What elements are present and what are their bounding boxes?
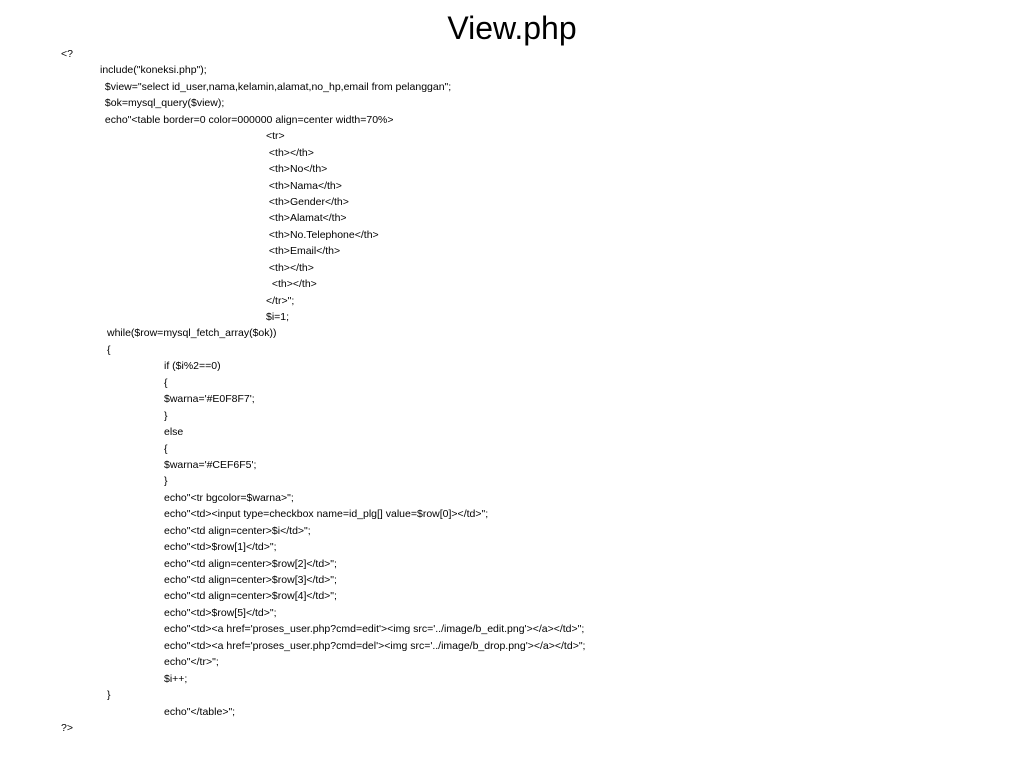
code-line: echo"<tr bgcolor=$warna>"; — [164, 491, 294, 504]
code-line: ?> — [61, 721, 73, 734]
code-line: { — [164, 376, 168, 389]
code-line: <th></th> — [266, 146, 314, 159]
code-line: echo"<td><input type=checkbox name=id_plg[] value=$row[0]></td>"; — [164, 508, 489, 521]
code-line: echo"<td align=center>$row[2]</td>"; — [164, 557, 337, 570]
code-line: $view="select id_user,nama,kelamin,alamat,no_hp,email from pelanggan"; — [102, 80, 452, 93]
code-line: <th>Nama</th> — [266, 179, 342, 192]
code-line: echo"<td align=center>$i</td>"; — [164, 524, 311, 537]
code-line: $i=1; — [266, 311, 290, 323]
code-line: echo"<td align=center>$row[4]</td>"; — [164, 590, 337, 603]
code-line: { — [164, 442, 168, 455]
code-line: <th>Email</th> — [266, 245, 341, 258]
code-line: } — [164, 475, 168, 488]
code-line: echo"<td align=center>$row[3]</td>"; — [164, 574, 337, 586]
code-line: $ok=mysql_query($view); — [102, 97, 225, 110]
code-line: echo"</table>"; — [164, 705, 236, 718]
code-line: echo"</tr>"; — [164, 656, 219, 669]
code-line: <th>No.Telephone</th> — [266, 228, 379, 241]
code-line: <th>Gender</th> — [266, 195, 349, 208]
code-line: <? — [61, 48, 73, 60]
code-line: if ($i%2==0) — [164, 360, 221, 373]
code-line: echo"<table border=0 color=000000 align=center width=70%> — [102, 113, 394, 126]
code-line: } — [164, 409, 168, 422]
code-line: $warna='#CEF6F5'; — [164, 458, 257, 471]
slide-title: View.php — [447, 10, 577, 46]
code-line: } — [107, 689, 111, 702]
code-line: echo"<td><a href='proses_user.php?cmd=del'><img src='../image/b_drop.png'></a></td>"; — [164, 639, 586, 652]
code-line: <th></th> — [266, 261, 314, 274]
code-line: $i++; — [164, 672, 188, 685]
code-listing — [0, 46, 1024, 736]
code-line: <th></th> — [266, 278, 317, 291]
code-line: echo"<td><a href='proses_user.php?cmd=edit'><img src='../image/b_edit.png'></a></td>"; — [164, 623, 585, 636]
code-line: </tr>"; — [266, 294, 295, 307]
code-line: echo"<td>$row[1]</td>"; — [164, 541, 277, 554]
code-line: { — [107, 343, 111, 356]
code-line: echo"<td>$row[5]</td>"; — [164, 606, 277, 619]
code-line: while($row=mysql_fetch_array($ok)) — [107, 327, 277, 340]
code-line: include("koneksi.php"); — [100, 64, 207, 77]
code-line: <tr> — [266, 130, 285, 143]
code-line: else — [164, 426, 184, 439]
code-line: $warna='#E0F8F7'; — [164, 393, 255, 406]
code-line: <th>Alamat</th> — [266, 212, 347, 225]
code-line: <th>No</th> — [266, 163, 328, 176]
